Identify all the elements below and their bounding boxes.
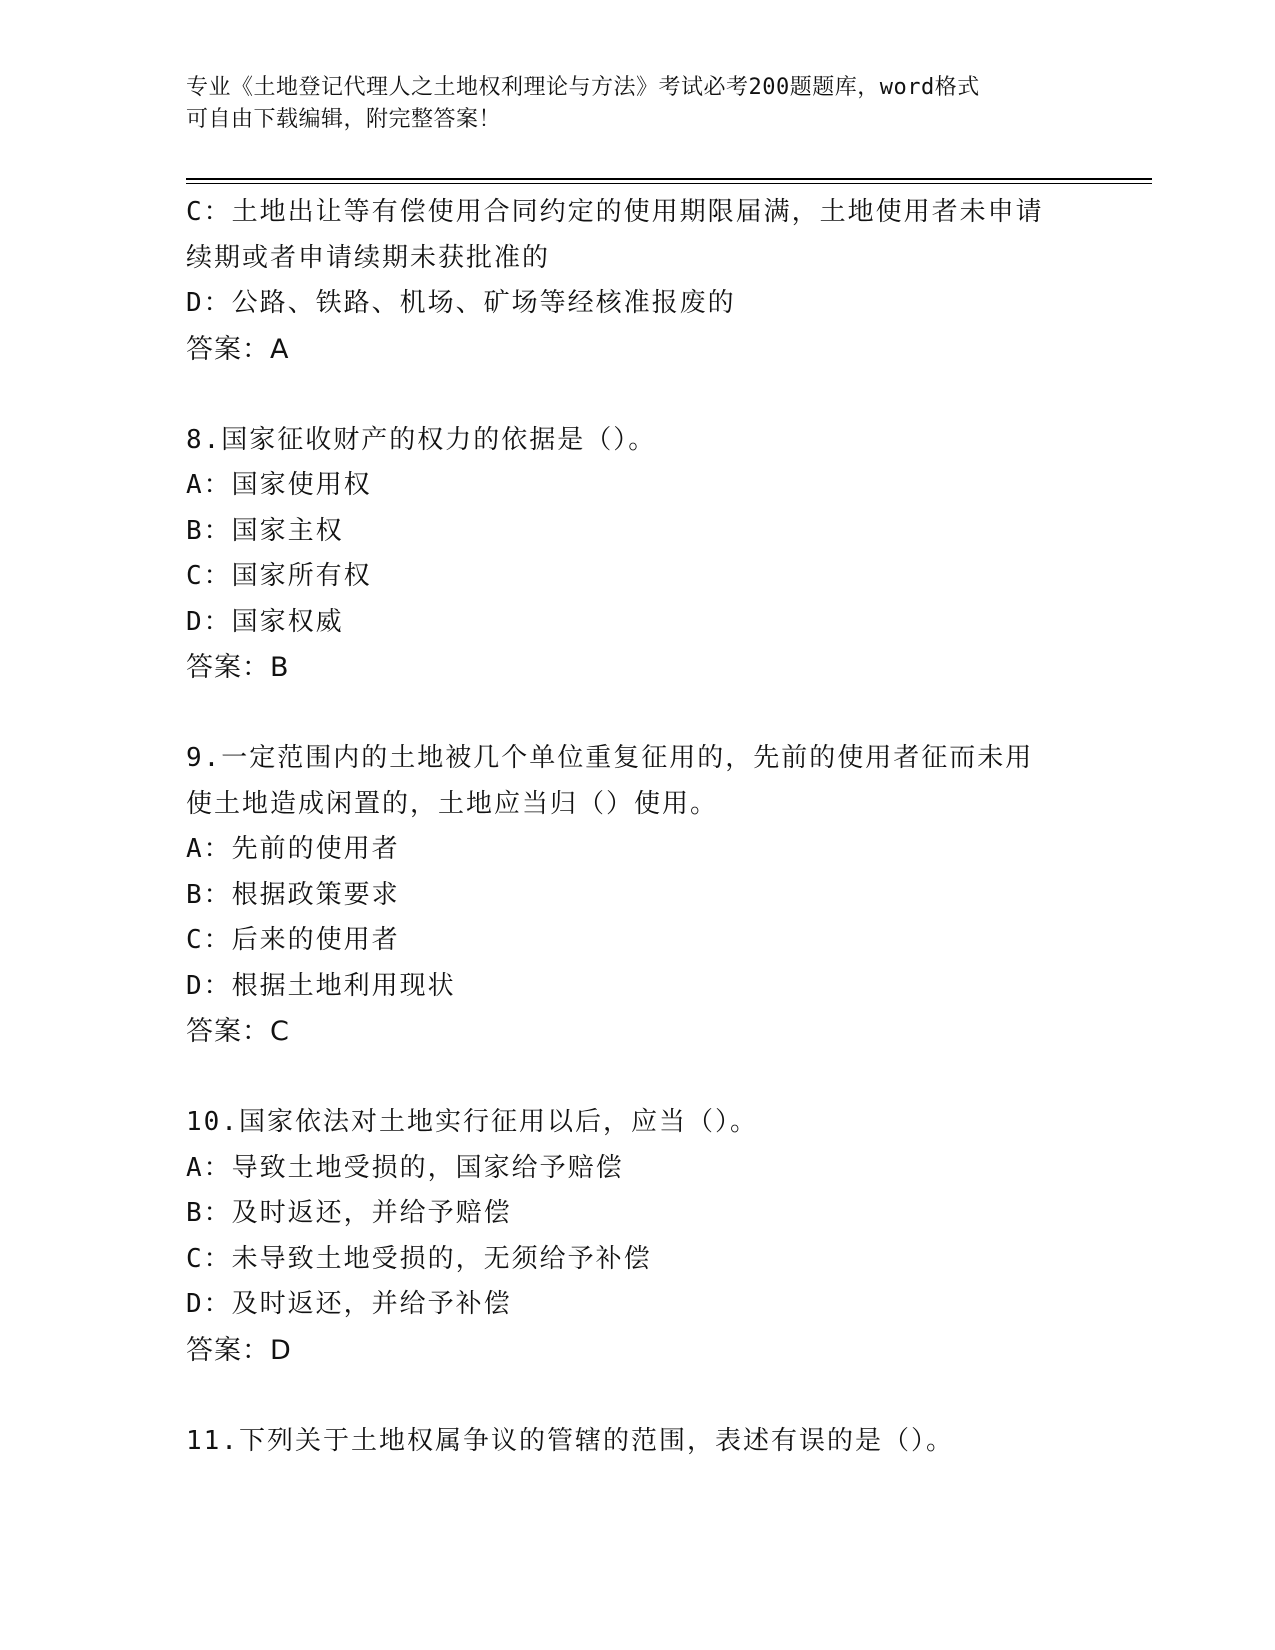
question-9-option-b: B：根据政策要求 (186, 879, 400, 910)
question-9-answer: 答案：C (186, 1016, 290, 1047)
question-7-answer: 答案：A (186, 333, 290, 365)
question-8-answer: 答案：B (186, 652, 290, 683)
document-header (186, 72, 1066, 136)
question-10-option-c: C：未导致土地受损的，无须给予补偿 (186, 1243, 652, 1274)
question-10-option-a: A：导致土地受损的，国家给予赔偿 (186, 1152, 624, 1183)
question-10-answer: 答案：D (186, 1334, 292, 1366)
question-8-option-c: C：国家所有权 (186, 561, 372, 591)
question-7-option-c-line2: 续期或者申请续期未获批准的 (186, 242, 551, 273)
question-9-option-a: A：先前的使用者 (186, 834, 400, 864)
question-9-stem-line1: 9.一定范围内的土地被几个单位重复征用的，先前的使用者征而未用 (186, 743, 1034, 773)
question-9-option-d: D：根据土地利用现状 (186, 970, 456, 1001)
header-title-line: 专业《土地登记代理人之土地权利理论与方法》考试必考200题题库，word格式 (186, 75, 980, 100)
question-9-option-c: C：后来的使用者 (186, 925, 400, 955)
header-divider-thin (186, 183, 1152, 184)
question-7-option-c-line1: C：土地出让等有偿使用合同约定的使用期限届满，土地使用者未申请 (186, 197, 1044, 227)
question-8-option-a: A：国家使用权 (186, 470, 372, 500)
question-9-stem-line2: 使土地造成闲置的，土地应当归（）使用。 (186, 788, 719, 819)
question-7-option-d: D：公路、铁路、机场、矿场等经核准报废的 (186, 288, 736, 318)
question-list (186, 190, 1086, 1464)
question-11-stem: 11.下列关于土地权属争议的管辖的范围，表述有误的是（）。 (186, 1425, 954, 1456)
spacer (186, 372, 1086, 418)
spacer (186, 1055, 1086, 1101)
question-10-option-b: B：及时返还，并给予赔偿 (186, 1198, 512, 1228)
spacer (186, 691, 1086, 737)
question-8-option-d: D：国家权威 (186, 606, 344, 637)
question-10-stem: 10.国家依法对土地实行征用以后，应当（）。 (186, 1107, 758, 1137)
header-subtitle-line: 可自由下载编辑，附完整答案！ (186, 107, 502, 132)
spacer (186, 1373, 1086, 1419)
question-10-option-d: D：及时返还，并给予补偿 (186, 1289, 512, 1319)
question-8-option-b: B：国家主权 (186, 515, 344, 546)
header-divider-thick (186, 178, 1152, 180)
question-8-stem: 8.国家征收财产的权力的依据是（）。 (186, 424, 657, 455)
